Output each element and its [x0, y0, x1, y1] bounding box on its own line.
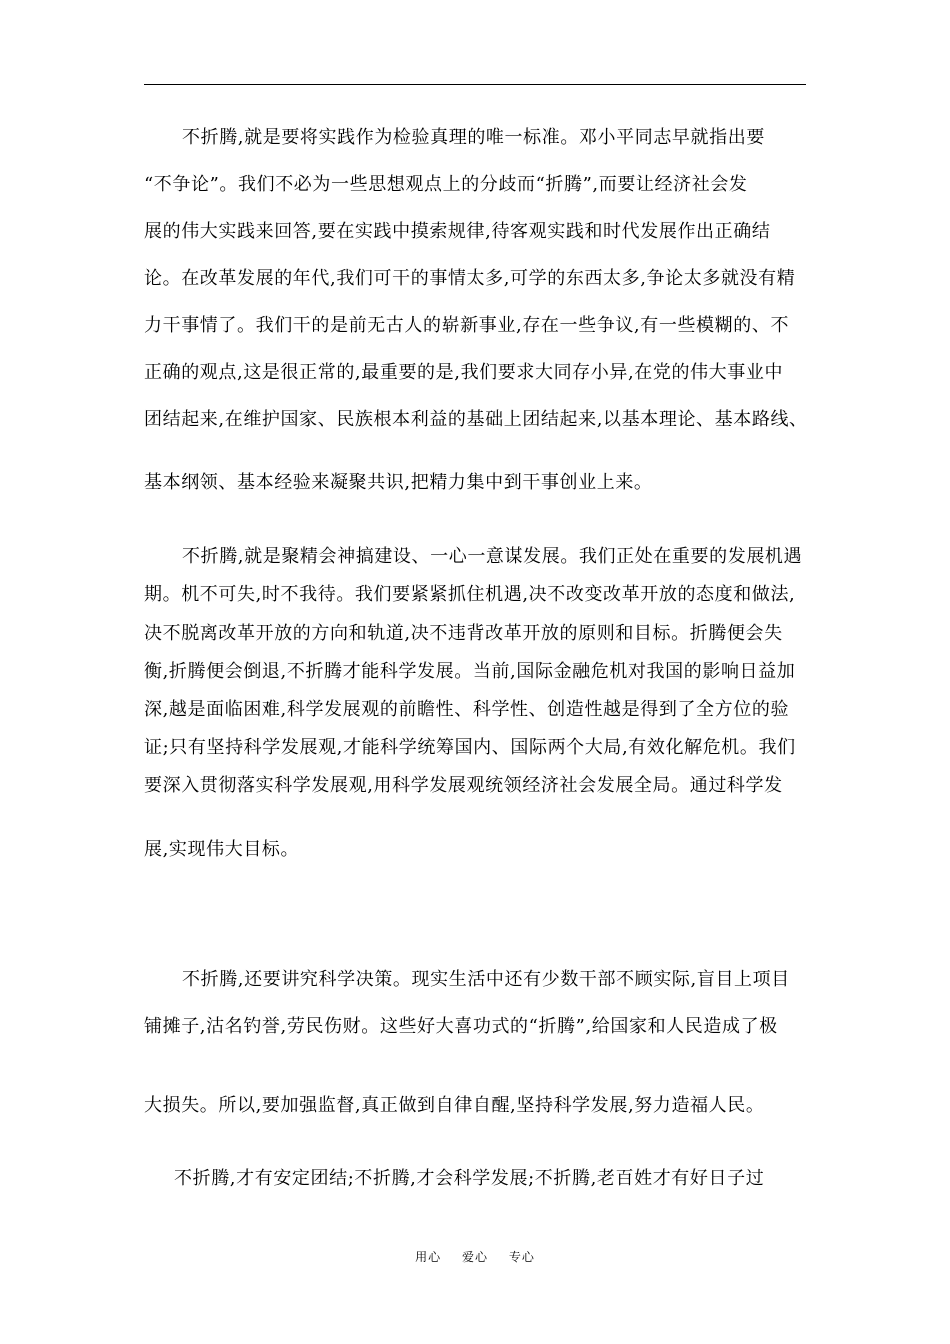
paragraph-line: 展的伟大实践来回答,要在实践中摸索规律,待客观实践和时代发展作出正确结	[144, 221, 771, 242]
paragraph-line: 大损失。所以,要加强监督,真正做到自律自醒,坚持科学发展,努力造福人民。	[144, 1095, 765, 1116]
footer-item: 爱心	[461, 1250, 488, 1264]
paragraph-line: 期。机不可失,时不我待。我们要紧紧抓住机遇,决不改变改革开放的态度和做法,	[144, 584, 796, 605]
paragraph-line: 不折腾,还要讲究科学决策。现实生活中还有少数干部不顾实际,盲目上项目	[182, 969, 790, 990]
paragraph-line: 深,越是面临困难,科学发展观的前瞻性、科学性、创造性越是得到了全方位的验	[144, 699, 790, 720]
page-footer	[0, 1248, 950, 1265]
paragraph-line: 决不脱离改革开放的方向和轨道,决不违背改革开放的原则和目标。折腾便会失	[144, 623, 783, 644]
paragraph-line: 论。在改革发展的年代,我们可干的事情太多,可学的东西太多,争论太多就没有精	[144, 268, 796, 289]
header-rule	[144, 84, 806, 85]
paragraph-line: 衡,折腾便会倒退,不折腾才能科学发展。当前,国际金融危机对我国的影响日益加	[144, 661, 796, 682]
paragraph-line: 展,实现伟大目标。	[144, 839, 300, 860]
footer-item: 用心	[415, 1250, 442, 1264]
paragraph-line: 铺摊子,沽名钓誉,劳民伤财。这些好大喜功式的“折腾”,给国家和人民造成了极	[144, 1016, 778, 1037]
paragraph-line: 不折腾,就是聚精会神搞建设、一心一意谋发展。我们正处在重要的发展机遇	[182, 546, 803, 567]
paragraph-line: 证;只有坚持科学发展观,才能科学统筹国内、国际两个大局,有效化解危机。我们	[144, 737, 796, 758]
footer-item: 专心	[508, 1250, 535, 1264]
paragraph-line: 基本纲领、基本经验来凝聚共识,把精力集中到干事创业上来。	[144, 472, 653, 493]
paragraph-line: 不折腾,就是要将实践作为检验真理的唯一标准。邓小平同志早就指出要	[182, 127, 765, 148]
paragraph-line: 要深入贯彻落实科学发展观,用科学发展观统领经济社会发展全局。通过科学发	[144, 775, 783, 796]
paragraph-line: 正确的观点,这是很正常的,最重要的是,我们要求大同存小异,在党的伟大事业中	[144, 362, 784, 383]
paragraph-line: 团结起来,在维护国家、民族根本利益的基础上团结起来,以基本理论、基本路线、	[144, 409, 808, 430]
paragraph-line: 力干事情了。我们干的是前无古人的崭新事业,存在一些争议,有一些模糊的、不	[144, 315, 790, 336]
paragraph-line: 不折腾,才有安定团结;不折腾,才会科学发展;不折腾,老百姓才有好日子过	[174, 1168, 765, 1189]
paragraph-line: “不争论”。我们不必为一些思想观点上的分歧而“折腾”,而要让经济社会发	[144, 174, 748, 195]
